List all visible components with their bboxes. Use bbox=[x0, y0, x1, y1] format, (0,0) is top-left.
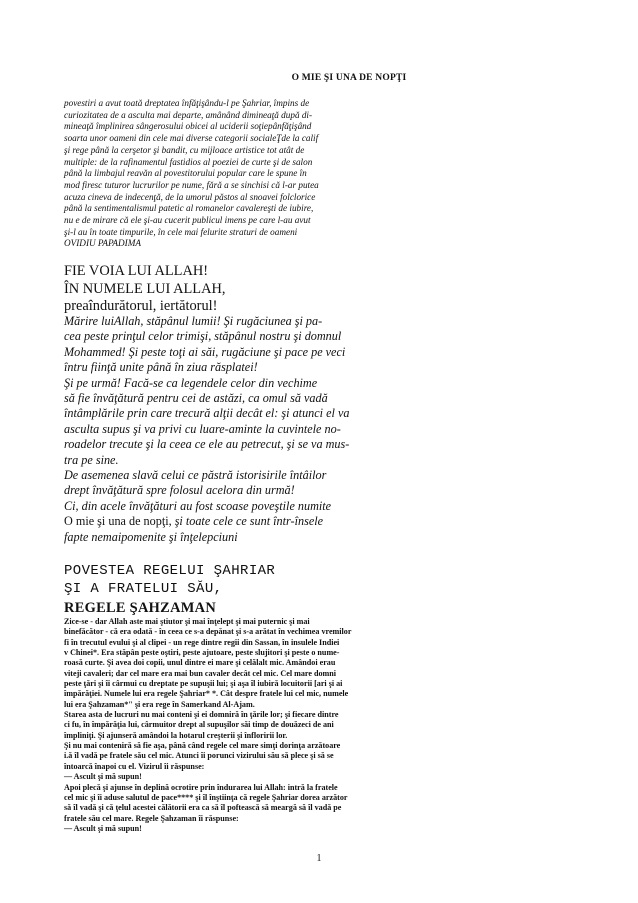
story-title bbox=[64, 563, 584, 598]
intro-line: până la sentimentalismul patetic al romanelor cavalereşti de iubire, bbox=[64, 203, 314, 214]
verse-line-mixed bbox=[64, 514, 584, 529]
invocation-line: ÎN NUMELE LUI ALLAH, bbox=[64, 280, 226, 297]
invocation-line: FIE VOIA LUI ALLAH! bbox=[64, 263, 209, 279]
story-line: — Ascult şi mă supun! bbox=[64, 772, 142, 782]
story-line: ci fu, în împărăţia lui, cârmuitor drept al supuşilor săi timp de douăzeci de ani bbox=[64, 720, 334, 730]
verse-line: drept învăţătură spre folosul acelora din urmă! bbox=[64, 483, 295, 498]
verse-line: Şi pe urmă! Facă-se ca legendele celor din vechime bbox=[64, 375, 318, 390]
story-line: Starea asta de lucruri nu mai conteni şi ei domniră în ţările lor; şi fiecare dintre bbox=[64, 710, 339, 720]
intro-line: acuza cineva de indecenţă, de la umorul păstos al snoavei folclorice bbox=[64, 191, 316, 202]
invocation-block bbox=[64, 263, 584, 316]
intro-line: nu e de mirare că ele şi-au cucerit publicul imens pe care l-au avut bbox=[64, 215, 311, 226]
story-line: Şi nu mai conteniră să fie aşa, până când regele cel mare simţi dorinţa arzătoare bbox=[64, 741, 341, 751]
verse-line: întâmplările prin care trecură alţii decât el: şi atunci el va bbox=[64, 406, 350, 421]
story-line: lui era Şahzaman*" şi era rege în Samerkand Al-Ajam. bbox=[64, 699, 255, 709]
verse-line: fapte nemaipomenite şi înţelepciuni bbox=[64, 529, 238, 544]
story-title-line-2: ŞI A FRATELUI SĂU, bbox=[64, 580, 223, 597]
verse-line: roadelor trecute şi la ceea ce ele au petrecut, şi se va mus- bbox=[64, 437, 350, 452]
story-line: viteji cavaleri; dar cel mare era mai bun cavaler decât cel mic. Cel mare domni bbox=[64, 668, 337, 678]
story-line: cel mic şi îi aduse salutul de pace**** şi îl înştiinţa că regele Şahriar dorea arzător bbox=[64, 792, 348, 802]
story-line: întoarcă înapoi cu el. Vizirul îi răspunse: bbox=[64, 761, 205, 771]
verse-line: asculta supus şi va privi cu luare-aminte la cuvintele no- bbox=[64, 421, 341, 436]
story-body bbox=[64, 617, 584, 834]
story-line: peste ţări şi îi cârmui cu dreptate pe supuşii lui; şi aşa îl iubiră locuitorii [ari şi ai bbox=[64, 679, 343, 689]
intro-paragraph bbox=[64, 98, 584, 250]
intro-line: soarta unor oameni din cele mai diverse categorii socialeŢde la calif bbox=[64, 133, 319, 144]
intro-line: mod firesc tuturor lucrurilor pe nume, fără a se sinchisi că l-ar putea bbox=[64, 179, 319, 190]
book-title-inline: O mie şi una de nopţi, bbox=[64, 514, 172, 529]
preface-verses bbox=[64, 314, 584, 545]
story-line: v Chinei*. Era stăpân peste oştiri, peste ajutoare, peste slujitori şi peste o nume- bbox=[64, 648, 340, 658]
story-line: să îl vadă şi că ţelul acestei călătorii era ca să îl poftească să meargă să îl vadă pe bbox=[64, 803, 342, 813]
story-line: Apoi plecă şi ajunse în deplină ocrotire prin îndurarea lui Allah: intră la fratele bbox=[64, 782, 338, 792]
page-number: 1 bbox=[316, 853, 322, 864]
story-line: Zice-se - dar Allah aste mai ştiutor şi mai înţelept şi mai puternic şi mai bbox=[64, 617, 310, 626]
intro-line: şi rege până la cerşetor şi bandit, cu mijloace artistice tot atât de bbox=[64, 144, 305, 155]
intro-line: şi-l au în toate timpurile, în cele mai felurite straturi de oameni bbox=[64, 226, 298, 237]
intro-line: până la limbajul reavăn al povestitorului popular care le spune în bbox=[64, 168, 307, 179]
verse-line: întru fiinţă unite până în ziua răsplatei! bbox=[64, 360, 258, 375]
verse-line: Mohammed! Şi peste toţi ai săi, rugăciune şi pace pe veci bbox=[64, 344, 346, 359]
story-line: roasă curte. Şi avea doi copii, unul dintre ei mare şi celălalt mic. Amândoi erau bbox=[64, 658, 336, 668]
verse-line-suffix: şi toate cele ce sunt într-însele bbox=[171, 514, 324, 529]
intro-author: OVIDIU PAPADIMA bbox=[64, 238, 141, 249]
invocation-line: preaîndurătorul, iertătorul! bbox=[64, 298, 218, 314]
verse-line: să fie învăţătură pentru cei de astăzi, ca omul să vadă bbox=[64, 391, 328, 406]
page-header-title: O MIE ŞI UNA DE NOPŢI bbox=[291, 73, 407, 83]
story-subtitle: REGELE ŞAHZAMAN bbox=[64, 600, 217, 616]
verse-line: cea peste prinţul celor trimişi, stăpânul nostru şi domnul bbox=[64, 329, 342, 344]
story-line: împliniţi. Şi ajunseră amândoi la hotarul creşterii şi înfloririi lor. bbox=[64, 730, 288, 740]
story-line: împărăţiei. Numele lui era regele Şahriar* *. Cât despre fratele lui cel mic, numele bbox=[64, 689, 349, 699]
intro-line: multiple: de la rafinamentul fastidios al poeziei de curte şi de salon bbox=[64, 156, 313, 167]
story-line: i.ă îl vadă pe fratele său cel mic. Atunci îi porunci vizirului său să plece şi să se bbox=[64, 751, 334, 761]
verse-line: tra pe sine. bbox=[64, 452, 119, 467]
story-line: fi în trecutul evului şi al clipei - un rege dintre regii din Sassan, în insulele Indiei bbox=[64, 637, 340, 647]
verse-line: De asemenea slavă celui ce păstră istorisirile întâilor bbox=[64, 468, 327, 483]
verse-line: Mărire luiAllah, stăpânul lumii! Şi rugăciunea şi pa- bbox=[64, 314, 323, 328]
intro-line: curiozitatea de a asculta mai departe, amânând dimineaţă după di- bbox=[64, 109, 313, 120]
story-line: binefăcător - că era odată - în ceea ce s-a depănat şi s-a arătat în vechimea vremilor bbox=[64, 627, 352, 637]
verse-line: Ci, din acele învăţături au fost scoase poveştile numite bbox=[64, 498, 332, 513]
story-line: fratele său cel mare. Regele Şahzaman îi răspunse: bbox=[64, 813, 239, 823]
story-title-line-1: POVESTEA REGELUI ŞAHRIAR bbox=[64, 563, 276, 579]
intro-line: mineaţă împlinirea sângerosului obicei al uciderii soţiepânfăţişând bbox=[64, 121, 312, 132]
intro-line: povestiri a avut toată dreptatea înfăţişându-l pe Şahriar, împins de bbox=[64, 98, 310, 108]
story-line: — Ascult şi mă supun! bbox=[64, 823, 142, 833]
